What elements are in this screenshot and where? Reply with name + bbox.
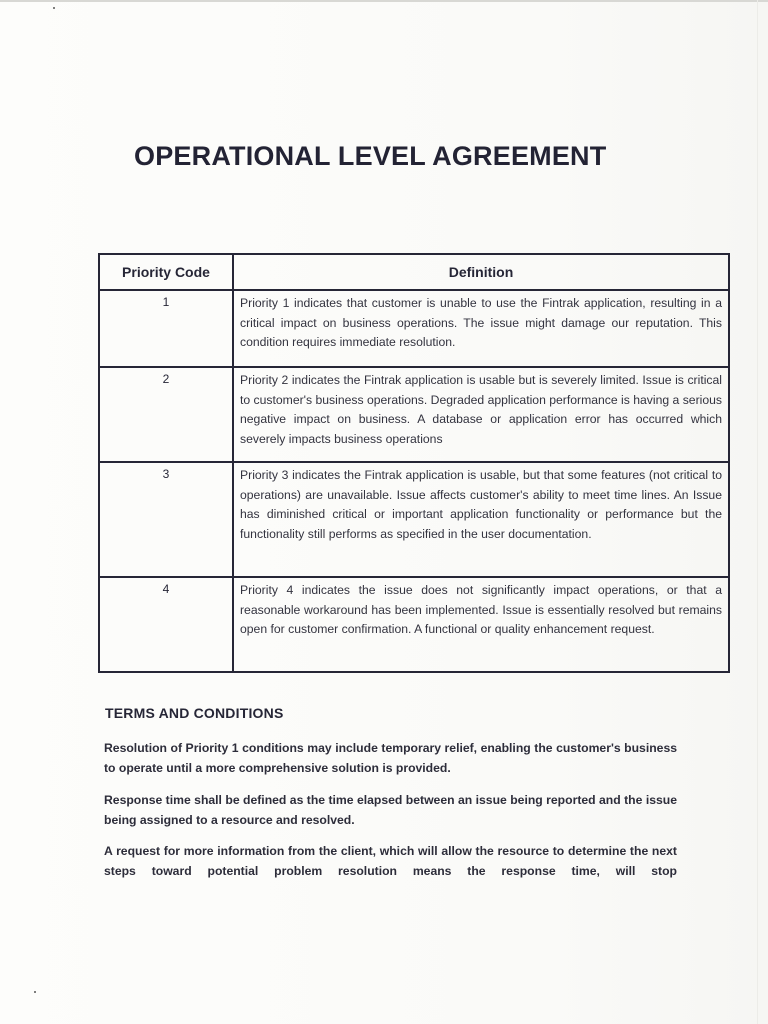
priority-code-cell: 4 (99, 577, 233, 672)
table-row (99, 290, 729, 367)
page-top-edge (0, 0, 768, 2)
priority-table (98, 253, 730, 673)
priority-code-cell: 2 (99, 367, 233, 462)
scan-speck (34, 991, 36, 993)
definition-cell: Priority 1 indicates that customer is unable to use the Fintrak application, resulting in a critical impact on business operations. The issue might damage our reputation. This condition requires immediate resolution. (233, 290, 729, 367)
table-row (99, 577, 729, 672)
terms-heading: TERMS AND CONDITIONS (105, 705, 284, 721)
terms-paragraph: Resolution of Priority 1 conditions may include temporary relief, enabling the customer's business to operate until a more comprehensive solution is provided. (104, 741, 677, 775)
table-header-row (99, 254, 729, 290)
definition-cell: Priority 4 indicates the issue does not significantly impact operations, or that a reasonable workaround has been implemented. Issue is essentially resolved but remains open for customer confirmation. A functional or quality enhancement request. (233, 577, 729, 672)
priority-code-cell: 1 (99, 290, 233, 367)
document-title: OPERATIONAL LEVEL AGREEMENT (134, 141, 607, 171)
terms-paragraph: A request for more information from the client, which will allow the resource to determine the next steps toward potential problem resolution means the response time, will stop (104, 844, 677, 878)
page-right-edge (757, 0, 758, 1024)
definition-cell: Priority 2 indicates the Fintrak application is usable but is severely limited. Issue is critical to customer's business operations. Degraded application performance is having a serious negative impact on business. A database or application error has occurred which severely impacts business operations (233, 367, 729, 462)
definition-header: Definition (233, 254, 729, 290)
priority-code-header: Priority Code (99, 254, 233, 290)
definition-cell: Priority 3 indicates the Fintrak application is usable, but that some features (not critical to operations) are unavailable. Issue affects customer's ability to meet time lines. An Issue has diminished critical or important application functionality or performance but the functionality still performs as specified in the user documentation. (233, 462, 729, 577)
table-row (99, 462, 729, 577)
priority-code-cell: 3 (99, 462, 233, 577)
scan-speck (53, 7, 55, 9)
terms-paragraph: Response time shall be defined as the time elapsed between an issue being reported and the issue being assigned to a resource and resolved. (104, 793, 677, 827)
table-row (99, 367, 729, 462)
